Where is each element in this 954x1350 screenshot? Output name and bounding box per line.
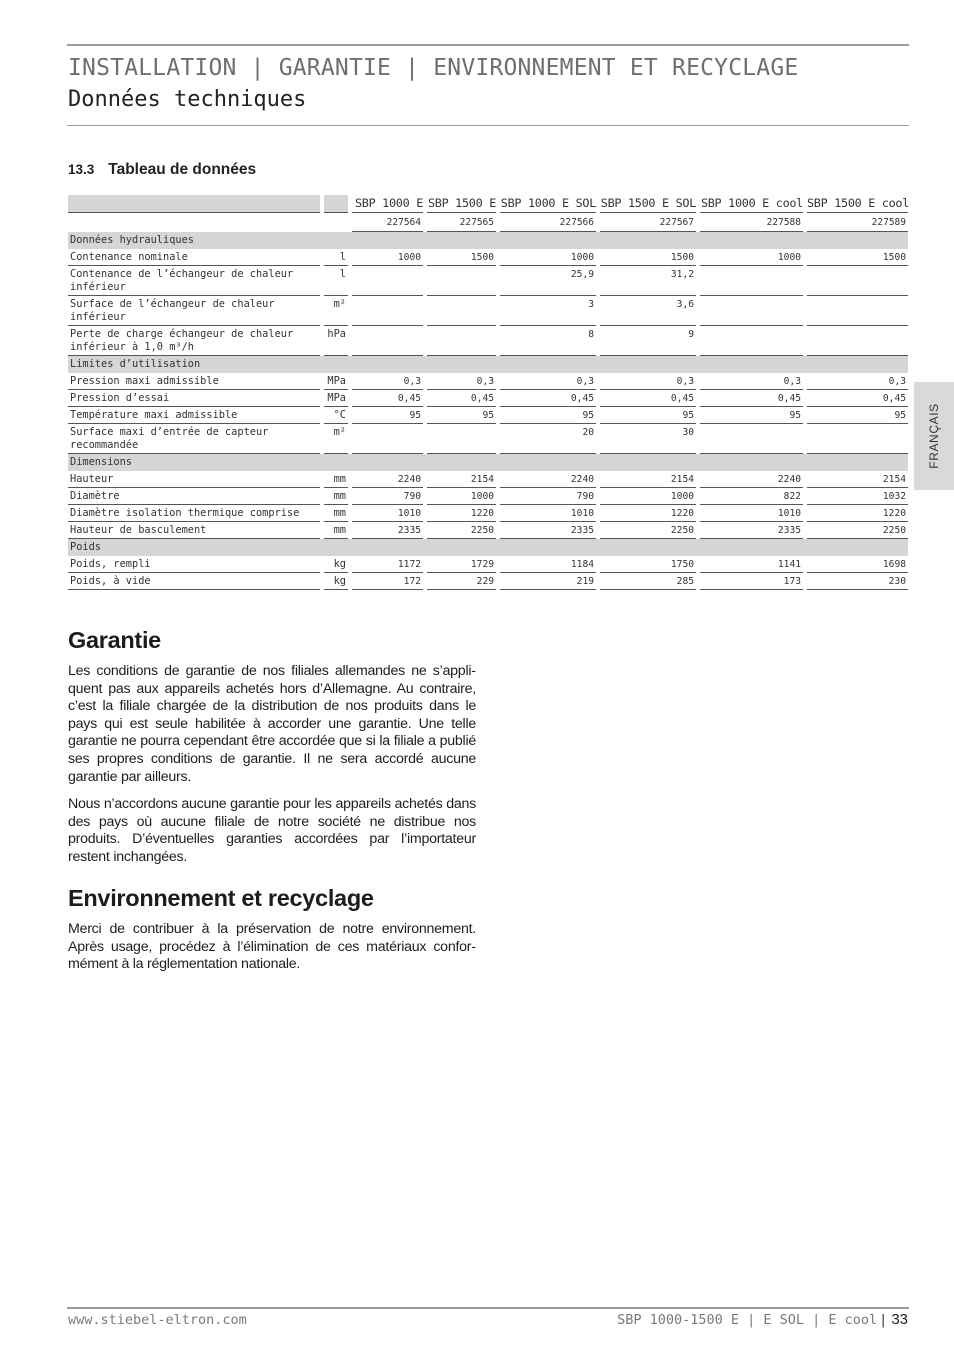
header-title: INSTALLATION | GARANTIE | ENVIRONNEMENT ET RECYCLAGE xyxy=(68,55,799,81)
footer-rule xyxy=(67,1307,909,1309)
row-value: 790 xyxy=(500,488,596,505)
model-header: SBP 1000 E cool xyxy=(700,195,803,213)
row-value: 0,3 xyxy=(427,373,496,390)
row-label: Hauteur de basculement xyxy=(68,522,320,539)
row-value: 95 xyxy=(700,407,803,424)
group-row xyxy=(68,232,908,249)
section-number: 13.3 xyxy=(68,162,95,177)
row-label: Hauteur xyxy=(68,471,320,488)
row-value: 822 xyxy=(700,488,803,505)
row-value: 0,3 xyxy=(352,373,423,390)
footer-url[interactable]: www.stiebel-eltron.com xyxy=(68,1312,247,1328)
row-value: 95 xyxy=(352,407,423,424)
row-value: 1729 xyxy=(427,556,496,573)
row-value: 95 xyxy=(807,407,908,424)
row-value: 1000 xyxy=(427,488,496,505)
row-value: 0,3 xyxy=(500,373,596,390)
row-unit: l xyxy=(324,266,348,296)
row-value xyxy=(807,326,908,356)
footer-right xyxy=(617,1311,908,1328)
header-bottom-rule xyxy=(67,125,909,126)
row-value: 1000 xyxy=(500,249,596,266)
model-header: SBP 1500 E cool xyxy=(807,195,908,213)
row-label: Pression maxi admissible xyxy=(68,373,320,390)
row-label: Température maxi admissible xyxy=(68,407,320,424)
row-unit: MPa xyxy=(324,373,348,390)
article-number: 227567 xyxy=(600,213,696,232)
group-label: Dimensions xyxy=(68,454,908,471)
row-unit: MPa xyxy=(324,390,348,407)
row-value: 173 xyxy=(700,573,803,590)
blank-cell xyxy=(324,213,348,232)
row-value: 1000 xyxy=(352,249,423,266)
row-value: 2240 xyxy=(700,471,803,488)
row-value: 285 xyxy=(600,573,696,590)
group-row xyxy=(68,356,908,373)
footer-separator: | xyxy=(879,1312,888,1328)
row-value: 2250 xyxy=(807,522,908,539)
article-number: 227566 xyxy=(500,213,596,232)
row-value: 0,45 xyxy=(700,390,803,407)
row-unit: mm xyxy=(324,522,348,539)
table-row xyxy=(68,573,908,590)
model-header: SBP 1500 E SOL xyxy=(600,195,696,213)
row-value: 1010 xyxy=(500,505,596,522)
model-header: SBP 1000 E xyxy=(352,195,423,213)
row-value: 25,9 xyxy=(500,266,596,296)
row-value: 1500 xyxy=(427,249,496,266)
row-value: 2154 xyxy=(427,471,496,488)
row-value: 20 xyxy=(500,424,596,454)
header-blank-cell xyxy=(324,195,348,213)
row-label: Diamètre isolation thermique comprise xyxy=(68,505,320,522)
row-label: Diamètre xyxy=(68,488,320,505)
table-header-row xyxy=(68,195,908,213)
row-value xyxy=(807,424,908,454)
table-row xyxy=(68,249,908,266)
row-unit: kg xyxy=(324,556,348,573)
row-value: 0,3 xyxy=(600,373,696,390)
table-row xyxy=(68,488,908,505)
row-value xyxy=(352,266,423,296)
table-row xyxy=(68,471,908,488)
row-value: 30 xyxy=(600,424,696,454)
row-unit: l xyxy=(324,249,348,266)
row-value: 1010 xyxy=(700,505,803,522)
row-value: 0,3 xyxy=(807,373,908,390)
row-unit: m² xyxy=(324,296,348,326)
row-value: 230 xyxy=(807,573,908,590)
garantie-paragraph-1: Les conditions de garantie de nos filiales allemandes ne s’appliquent pas aux appareils achetés hors d’Allemagne. Au contraire, c’est la filiale chargée de la distribution de nos produits dans le pays qui est seule habilitée à accorder une garantie. Une telle garantie ne pourra cependant être accordée que si la filiale a publié ses propres conditions de garantie. Il ne sera accordé aucune garantie par ailleurs. xyxy=(68,663,476,785)
row-value: 2335 xyxy=(500,522,596,539)
section-heading xyxy=(68,161,256,179)
blank-cell xyxy=(68,213,320,232)
article-number: 227588 xyxy=(700,213,803,232)
row-value: 1032 xyxy=(807,488,908,505)
row-value xyxy=(700,296,803,326)
language-tab[interactable] xyxy=(914,382,954,490)
page-number: 33 xyxy=(891,1311,908,1328)
article-number: 227565 xyxy=(427,213,496,232)
row-value: 172 xyxy=(352,573,423,590)
row-label: Contenance de l’échangeur de chaleur inférieur xyxy=(68,266,320,296)
table-row xyxy=(68,326,908,356)
row-value: 2335 xyxy=(352,522,423,539)
row-label: Surface maxi d’entrée de capteur recommandée xyxy=(68,424,320,454)
table-row xyxy=(68,556,908,573)
row-value: 8 xyxy=(500,326,596,356)
row-unit: mm xyxy=(324,471,348,488)
row-unit: kg xyxy=(324,573,348,590)
row-value xyxy=(352,424,423,454)
row-value: 2240 xyxy=(352,471,423,488)
row-value: 9 xyxy=(600,326,696,356)
row-value: 31,2 xyxy=(600,266,696,296)
table-row xyxy=(68,505,908,522)
table-row xyxy=(68,296,908,326)
row-value: 95 xyxy=(427,407,496,424)
row-value: 1010 xyxy=(352,505,423,522)
row-value: 0,45 xyxy=(807,390,908,407)
row-value xyxy=(427,296,496,326)
section-title: Tableau de données xyxy=(108,161,257,178)
row-unit: °C xyxy=(324,407,348,424)
row-value: 229 xyxy=(427,573,496,590)
row-value xyxy=(700,326,803,356)
row-value: 1220 xyxy=(600,505,696,522)
data-table xyxy=(64,195,912,590)
row-value: 1184 xyxy=(500,556,596,573)
environnement-heading: Environnement et recyclage xyxy=(68,885,374,911)
row-value: 1500 xyxy=(600,249,696,266)
row-value: 1141 xyxy=(700,556,803,573)
table-row xyxy=(68,424,908,454)
group-row xyxy=(68,454,908,471)
row-value: 2240 xyxy=(500,471,596,488)
model-header: SBP 1500 E xyxy=(427,195,496,213)
row-value xyxy=(352,326,423,356)
row-label: Contenance nominale xyxy=(68,249,320,266)
row-value: 2154 xyxy=(600,471,696,488)
row-value: 1000 xyxy=(700,249,803,266)
environnement-paragraph: Merci de contribuer à la préservation de notre environnement. Après usage, procédez à l’élimination de ces matériaux conformément à la réglementation nationale. xyxy=(68,921,476,973)
garantie-paragraph-2: Nous n’accordons aucune garantie pour les appareils achetés dans des pays où aucune filiale de notre société ne distribue nos produits. D’éventuelles garanties accordées par l’importateur restent inchangées. xyxy=(68,796,476,865)
row-value: 0,45 xyxy=(352,390,423,407)
row-value: 2154 xyxy=(807,471,908,488)
row-value: 1220 xyxy=(427,505,496,522)
garantie-heading: Garantie xyxy=(68,627,161,653)
row-label: Pression d’essai xyxy=(68,390,320,407)
row-label: Poids, rempli xyxy=(68,556,320,573)
article-number: 227589 xyxy=(807,213,908,232)
row-value xyxy=(807,296,908,326)
table-row xyxy=(68,407,908,424)
row-value: 0,3 xyxy=(700,373,803,390)
row-value: 219 xyxy=(500,573,596,590)
row-value: 790 xyxy=(352,488,423,505)
language-tab-label: FRANÇAIS xyxy=(927,403,941,469)
row-value xyxy=(700,266,803,296)
row-value xyxy=(427,326,496,356)
row-value: 1000 xyxy=(600,488,696,505)
row-unit: m² xyxy=(324,424,348,454)
row-value: 1698 xyxy=(807,556,908,573)
row-value xyxy=(352,296,423,326)
table-row xyxy=(68,522,908,539)
table-row xyxy=(68,266,908,296)
row-value: 95 xyxy=(500,407,596,424)
row-value: 2335 xyxy=(700,522,803,539)
row-value: 3,6 xyxy=(600,296,696,326)
group-label: Limites d’utilisation xyxy=(68,356,908,373)
row-unit: mm xyxy=(324,488,348,505)
article-number-row xyxy=(68,213,908,232)
header-blank-cell xyxy=(68,195,320,213)
row-value: 0,45 xyxy=(500,390,596,407)
model-header: SBP 1000 E SOL xyxy=(500,195,596,213)
header-top-rule xyxy=(67,44,909,46)
row-value: 2250 xyxy=(600,522,696,539)
row-value: 0,45 xyxy=(600,390,696,407)
footer-product: SBP 1000-1500 E | E SOL | E cool xyxy=(617,1312,878,1328)
row-label: Surface de l’échangeur de chaleur inférieur xyxy=(68,296,320,326)
row-value: 3 xyxy=(500,296,596,326)
row-value: 1172 xyxy=(352,556,423,573)
row-unit: hPa xyxy=(324,326,348,356)
row-value: 1500 xyxy=(807,249,908,266)
row-value: 2250 xyxy=(427,522,496,539)
table-row xyxy=(68,373,908,390)
row-label: Poids, à vide xyxy=(68,573,320,590)
row-value xyxy=(427,266,496,296)
row-value: 95 xyxy=(600,407,696,424)
row-value: 1750 xyxy=(600,556,696,573)
group-label: Poids xyxy=(68,539,908,556)
article-number: 227564 xyxy=(352,213,423,232)
row-value xyxy=(807,266,908,296)
header-subtitle: Données techniques xyxy=(68,87,307,112)
row-label: Perte de charge échangeur de chaleur inférieur à 1,0 m³/h xyxy=(68,326,320,356)
row-value: 1220 xyxy=(807,505,908,522)
row-value xyxy=(427,424,496,454)
row-value xyxy=(700,424,803,454)
group-row xyxy=(68,539,908,556)
row-value: 0,45 xyxy=(427,390,496,407)
row-unit: mm xyxy=(324,505,348,522)
table-row xyxy=(68,390,908,407)
group-label: Données hydrauliques xyxy=(68,232,908,249)
